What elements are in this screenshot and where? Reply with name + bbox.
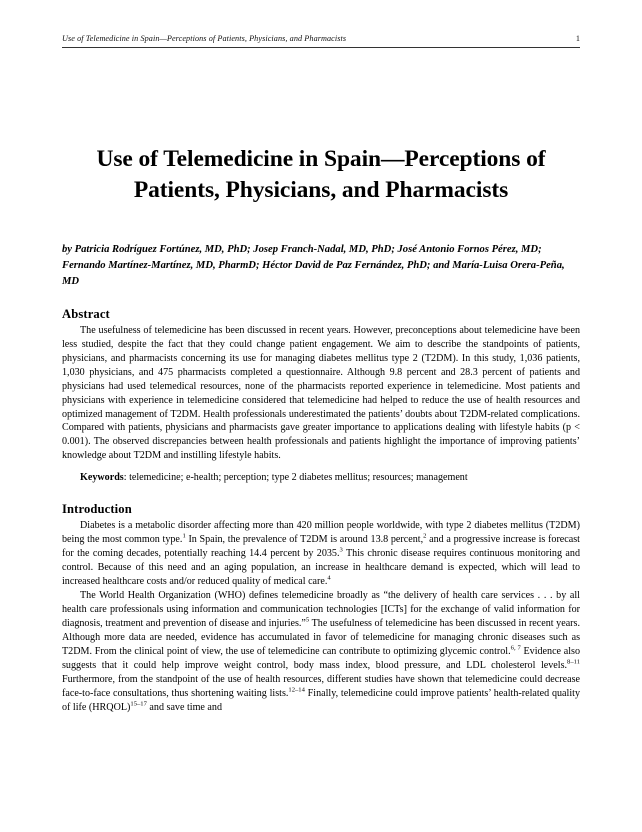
citation-ref: 12–14 [288,686,305,694]
citation-ref: 1 [182,532,186,540]
intro-p1-seg3: and a progressive increase is forecast for the coming decades, potentially reaching 14.4 percent by 2035. [62,534,580,560]
citation-ref: 2 [423,532,427,540]
intro-p2-seg5: Finally, telemedicine could improve patients’ health-related quality of life (HRQOL) [62,687,581,713]
page-number: 1 [575,34,580,43]
keywords-line [62,471,580,485]
abstract-paragraph: The usefulness of telemedicine has been discussed in recent years. However, preconceptions about telemedicine have been less studied, despite the fact that they could change patient engagement. We aim to describe the standpoints of patients, physicians, and pharmacists concerning its use for managing diabetes mellitus type 2 (T2DM). In this study, 1,036 patients, 1,030 physicians, and 475 pharmacists completed a questionnaire. Although 9.8 percent and 28.3 percent of patients and physicians had used telemedical resources, none of the pharmacists reported experience in telemedicine. Most patients and physicians with experience in telemedicine considered that telemedicine had helped to reduce the use of health resources and optimized management of T2DM. Health professionals underestimated the patients’ doubts about T2DM-related complications. Compared with patients, physicians and pharmacists gave greater importance to applications dealing with lifestyle habits (p < 0.001). The observed discrepancies between health professionals and patients highlight the importance of improving patients’ knowledge about T2DM and instilling lifestyle habits. [62,324,580,462]
citation-ref: 5 [305,616,310,624]
author-list: by Patricia Rodríguez Fortúnez, MD, PhD; Josep Franch-Nadal, MD, PhD; José Antonio Fornos Pérez, MD; Fernando Martínez-Martínez, MD, PharmD; Héctor David de Paz Fernández, PhD; and María-Luisa Orera-Peña, MD [62,244,565,287]
intro-p1-seg4: This chronic disease requires continuous monitoring and control. Because of this need and an aging population, an increase in healthcare demand is expected, which will lead to increased healthcare costs and/or reduced quality of medical care. [62,548,580,588]
intro-p1-seg2: In Spain, the prevalence of T2DM is around 13.8 percent, [185,534,424,546]
citation-ref: 15–17 [130,700,147,708]
intro-p2-seg3: Evidence also suggests that it could help improve weight control, body mass index, blood pressure, and LDL cholesterol levels. [62,646,581,672]
intro-p1-seg1: Diabetes is a metabolic disorder affecting more than 420 million people worldwide, with type 2 diabetes mellitus (T2DM) being the most common type. [62,520,580,546]
intro-p2-seg4: Furthermore, from the standpoint of the use of health resources, different studies have shown that telemedicine could decrease face-to-face consultations, thus shortening waiting lists. [62,674,580,699]
keywords-text: : telemedicine; e-health; perception; type 2 diabetes mellitus; resources; management [123,472,468,484]
citation-ref: 3 [339,546,343,554]
keywords-label: Keywords [80,472,124,484]
page-title: Use of Telemedicine in Spain—Perceptions of Patients, Physicians, and Pharmacists [96,146,546,204]
introduction-paragraph-1 [62,519,580,589]
citation-ref: 8–11 [567,658,580,666]
running-head-title: Use of Telemedicine in Spain—Perceptions of Patients, Physicians, and Pharmacists [62,34,347,43]
introduction-heading: Introduction [62,502,132,517]
intro-p2-seg2: The usefulness of telemedicine has been discussed in recent years. Although more data are needed, evidence has accumulated in favor of telemedicine for managing chronic diseases such as T2DM. From the clinical point of view, the use of telemedicine can contribute to optimizing glycemic control. [62,618,580,658]
abstract-heading: Abstract [62,306,110,321]
introduction-paragraph-2 [62,589,580,715]
citation-ref: 4 [327,574,331,582]
intro-p2-seg1: The World Health Organization (WHO) defines telemedicine broadly as “the delivery of health care services . . . by all health care professionals using information and communication technologies [ICTs] for the exchange of valid information for diagnosis, treatment and prevention of disease and injuries.” [62,590,580,630]
intro-p2-seg6: and save time and [146,701,223,713]
citation-ref: 6, 7 [510,644,521,652]
running-head [62,34,580,48]
